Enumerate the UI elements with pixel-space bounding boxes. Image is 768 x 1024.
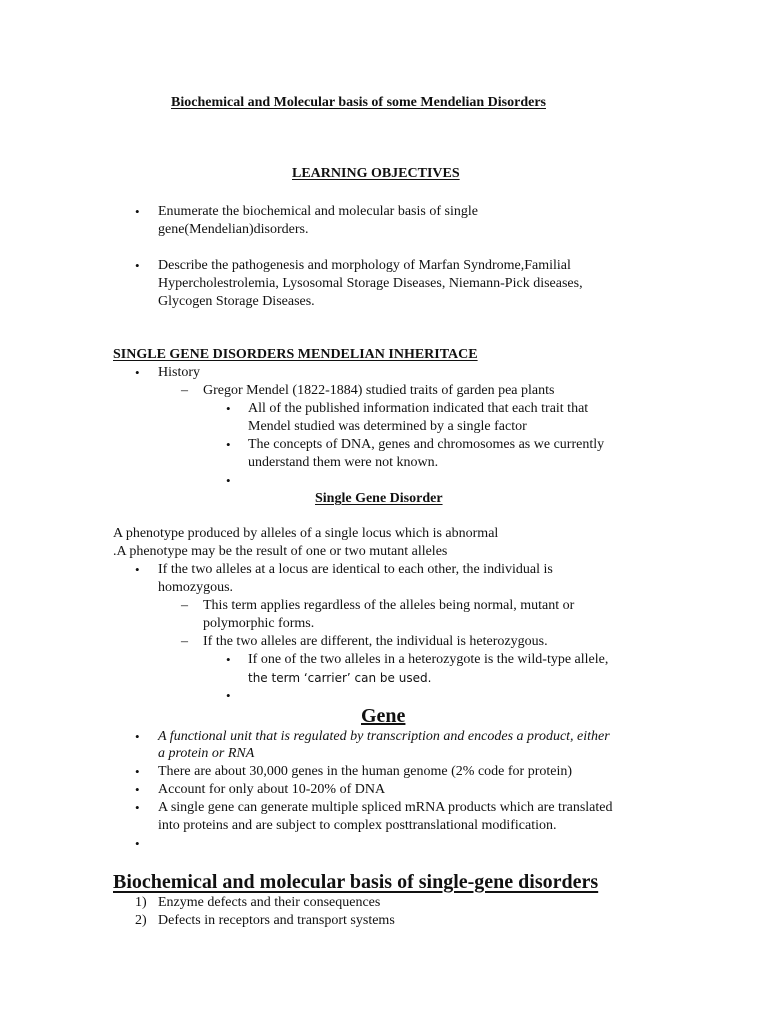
dash-marker: – bbox=[181, 598, 188, 613]
objective-line: Hypercholestrolemia, Lysosomal Storage Diseases, Niemann-Pick diseases, bbox=[158, 276, 583, 291]
bullet-marker: • bbox=[226, 401, 231, 416]
objective-line: Describe the pathogenesis and morphology of Marfan Syndrome,Familial bbox=[158, 258, 571, 273]
history-point: Mendel studied was determined by a single factor bbox=[248, 419, 527, 434]
objectives-heading: LEARNING OBJECTIVES bbox=[292, 166, 460, 181]
gene-heading: Gene bbox=[361, 705, 406, 727]
objective-line: gene(Mendelian)disorders. bbox=[158, 222, 309, 237]
allele-line: homozygous. bbox=[158, 580, 234, 595]
gene-point: a protein or RNA bbox=[158, 746, 255, 761]
basis-item: Defects in receptors and transport systems bbox=[158, 913, 395, 928]
gene-point: into proteins and are subject to complex posttranslational modification. bbox=[158, 818, 557, 833]
allele-line: polymorphic forms. bbox=[203, 616, 315, 631]
bullet-marker: • bbox=[135, 258, 140, 273]
basis-number: 1) bbox=[135, 895, 147, 910]
basis-item: Enzyme defects and their consequences bbox=[158, 895, 381, 910]
basis-heading: Biochemical and molecular basis of single-gene disorders bbox=[113, 871, 599, 893]
bullet-marker: • bbox=[226, 473, 231, 488]
gene-point: A functional unit that is regulated by transcription and encodes a product, either bbox=[158, 729, 610, 744]
history-point: All of the published information indicated that each trait that bbox=[248, 401, 589, 416]
bullet-marker: • bbox=[135, 204, 140, 219]
bullet-marker: • bbox=[135, 562, 140, 577]
bullet-marker: • bbox=[226, 652, 231, 667]
bullet-marker: • bbox=[135, 365, 140, 380]
objective-line: Glycogen Storage Diseases. bbox=[158, 294, 315, 309]
objective-line: Enumerate the biochemical and molecular basis of single bbox=[158, 204, 478, 219]
bullet-marker: • bbox=[226, 688, 231, 703]
sgd-paragraph-line: .A phenotype may be the result of one or two mutant alleles bbox=[113, 544, 448, 559]
allele-line: This term applies regardless of the alleles being normal, mutant or bbox=[203, 598, 575, 613]
sgd-paragraph-line: A phenotype produced by alleles of a single locus which is abnormal bbox=[113, 526, 499, 541]
gene-point: Account for only about 10-20% of DNA bbox=[158, 782, 386, 797]
bullet-marker: • bbox=[135, 782, 140, 797]
bullet-marker: • bbox=[135, 764, 140, 779]
bullet-marker: • bbox=[135, 729, 140, 744]
document-title: Biochemical and Molecular basis of some Mendelian Disorders bbox=[171, 95, 546, 110]
history-point: The concepts of DNA, genes and chromosomes as we currently bbox=[248, 437, 605, 452]
sgd-subheading: Single Gene Disorder bbox=[315, 491, 443, 506]
allele-line: If one of the two alleles in a heterozygote is the wild-type allele, bbox=[248, 652, 609, 667]
history-point: understand them were not known. bbox=[248, 455, 439, 470]
dash-marker: – bbox=[181, 383, 188, 398]
dash-marker: – bbox=[181, 634, 188, 649]
mendel-line: Gregor Mendel (1822-1884) studied traits of garden pea plants bbox=[203, 383, 555, 398]
gene-point: A single gene can generate multiple spliced mRNA products which are translated bbox=[158, 800, 613, 815]
bullet-marker: • bbox=[135, 800, 140, 815]
bullet-marker: • bbox=[135, 836, 140, 851]
bullet-marker: • bbox=[226, 437, 231, 452]
basis-number: 2) bbox=[135, 913, 147, 928]
allele-line: If the two alleles at a locus are identical to each other, the individual is bbox=[158, 562, 553, 577]
allele-line: the term ‘carrier’ can be used. bbox=[248, 671, 432, 685]
gene-point: There are about 30,000 genes in the human genome (2% code for protein) bbox=[158, 764, 573, 779]
sgd-heading: SINGLE GENE DISORDERS MENDELIAN INHERITACE bbox=[113, 347, 478, 362]
allele-line: If the two alleles are different, the individual is heterozygous. bbox=[203, 634, 548, 649]
history-label: History bbox=[158, 365, 200, 380]
